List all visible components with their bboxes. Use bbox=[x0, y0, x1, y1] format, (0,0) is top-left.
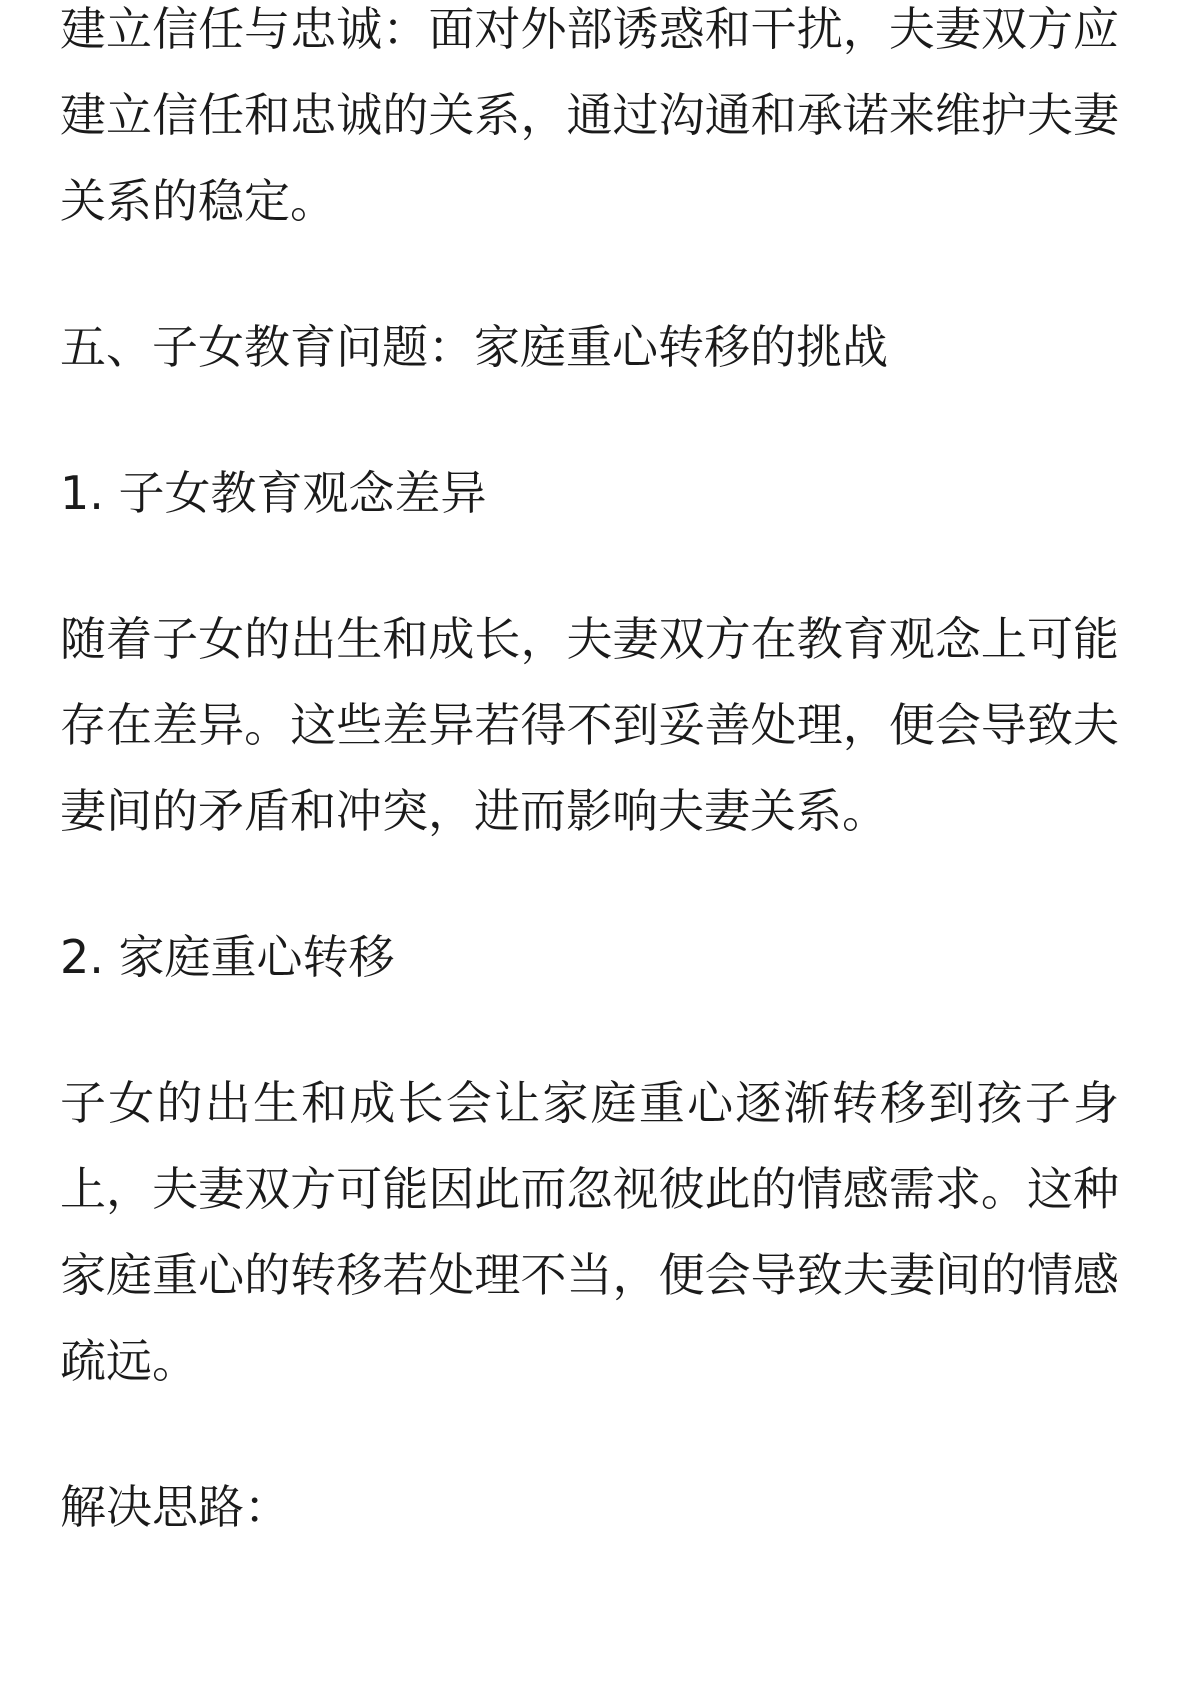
subheading-family-focus-shift: 2. 家庭重心转移 bbox=[60, 930, 395, 984]
solution-heading: 解决思路： bbox=[60, 1480, 290, 1534]
article-body bbox=[60, 0, 1119, 1550]
paragraph-spacer bbox=[60, 244, 1119, 304]
section-heading: 五、子女教育问题：家庭重心转移的挑战 bbox=[60, 320, 888, 374]
paragraph-spacer bbox=[60, 536, 1119, 596]
paragraph-trust-loyalty: 建立信任与忠诚：面对外部诱惑和干扰，夫妻双方应建立信任和忠诚的关系，通过沟通和承诺来维护夫妻关系的稳定。 bbox=[60, 2, 1119, 228]
paragraph-spacer bbox=[60, 390, 1119, 450]
paragraph-spacer bbox=[60, 1404, 1119, 1464]
paragraph-education-differences: 随着子女的出生和成长，夫妻双方在教育观念上可能存在差异。这些差异若得不到妥善处理，便会导致夫妻间的矛盾和冲突，进而影响夫妻关系。 bbox=[60, 612, 1119, 838]
paragraph-spacer bbox=[60, 1000, 1119, 1060]
paragraph-spacer bbox=[60, 854, 1119, 914]
paragraph-family-focus-shift: 子女的出生和成长会让家庭重心逐渐转移到孩子身上，夫妻双方可能因此而忽视彼此的情感需求。这种家庭重心的转移若处理不当，便会导致夫妻间的情感疏远。 bbox=[60, 1076, 1119, 1388]
subheading-education-differences: 1. 子女教育观念差异 bbox=[60, 466, 487, 520]
